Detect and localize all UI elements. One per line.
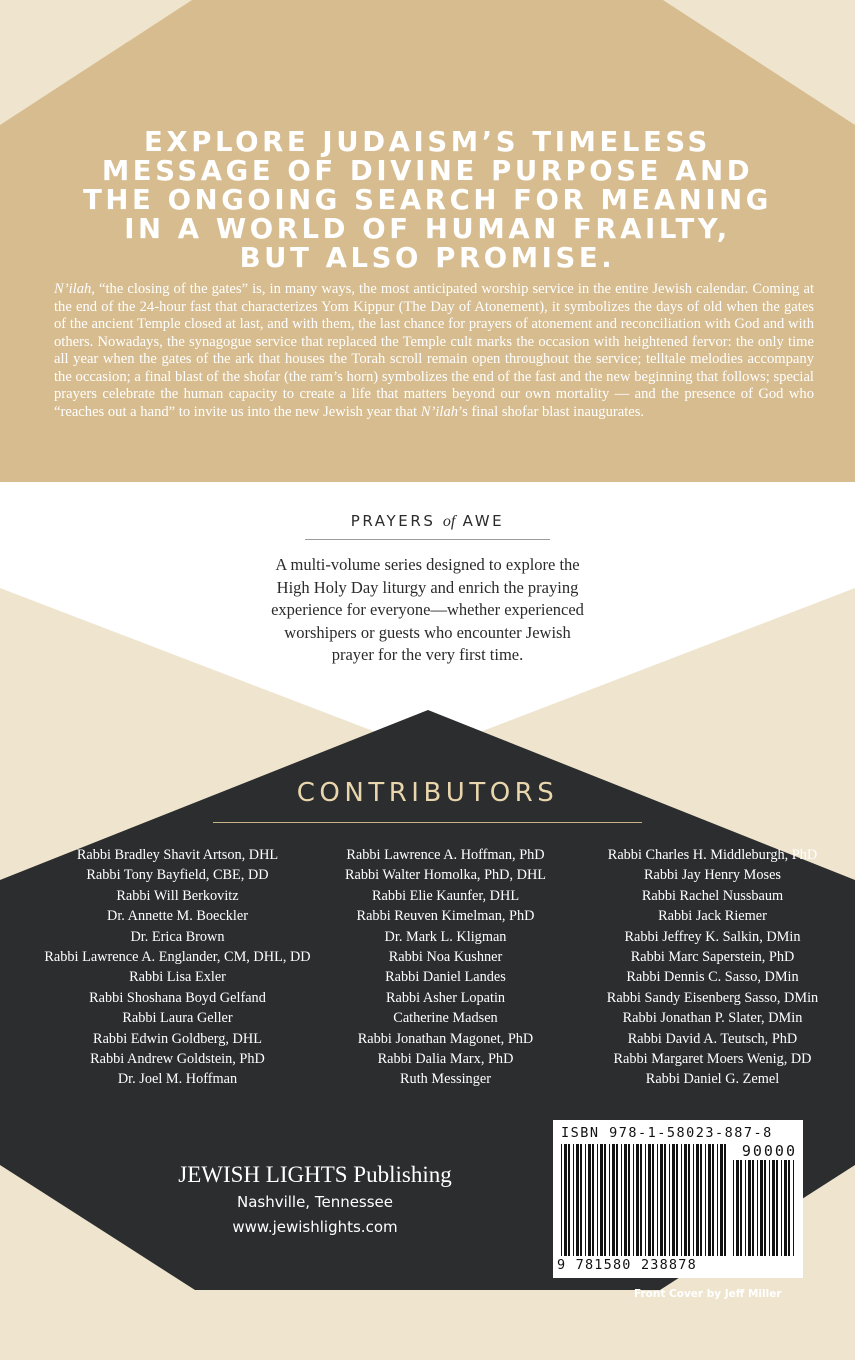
contributor-name: Rabbi Will Berkovitz xyxy=(116,887,239,904)
contributor-name: Rabbi Dennis C. Sasso, DMin xyxy=(626,969,799,986)
barcode-bar xyxy=(657,1144,658,1256)
barcode-bar xyxy=(705,1144,706,1256)
description-paragraph xyxy=(54,281,814,421)
barcode-addon-bars xyxy=(733,1160,797,1256)
barcode-bar xyxy=(600,1144,603,1256)
contributor-name: Dr. Mark L. Kligman xyxy=(384,928,507,945)
headline-line: IN A WORLD OF HUMAN FRAILTY, xyxy=(124,213,731,245)
description-text-end: ’s final shofar blast inaugurates. xyxy=(458,403,645,420)
barcode-bar xyxy=(588,1144,591,1256)
headline xyxy=(40,128,815,273)
contributor-name: Rabbi Tony Bayfield, CBE, DD xyxy=(86,867,269,884)
barcode-bar xyxy=(769,1160,770,1256)
series-title-of: of xyxy=(442,513,456,530)
barcode-bar xyxy=(636,1144,639,1256)
barcode-bar xyxy=(700,1144,702,1256)
series-description xyxy=(200,554,655,667)
contributor-name: Rabbi Noa Kushner xyxy=(388,949,503,966)
barcode-bar xyxy=(597,1144,598,1256)
contributor-name: Rabbi Daniel Landes xyxy=(385,969,506,986)
barcode-bar xyxy=(616,1144,618,1256)
barcode-bar xyxy=(576,1144,579,1256)
series-description-line: prayer for the very first time. xyxy=(331,645,524,664)
series-title xyxy=(0,512,855,531)
contributor-name: Rabbi Daniel G. Zemel xyxy=(645,1071,780,1088)
barcode-bar xyxy=(712,1144,714,1256)
barcode-bar xyxy=(580,1144,582,1256)
term-nilah: N’ilah, xyxy=(54,281,95,297)
headline-line: BUT ALSO PROMISE. xyxy=(239,242,616,274)
barcode-bar xyxy=(764,1160,766,1256)
contributor-name: Rabbi Rachel Nussbaum xyxy=(641,887,784,904)
contributors-title: CONTRIBUTORS xyxy=(296,778,559,808)
barcode-bar xyxy=(676,1144,678,1256)
contributor-name: Rabbi Jay Henry Moses xyxy=(644,867,781,884)
contributor-name: Rabbi Elie Kaunfer, DHL xyxy=(371,887,520,904)
barcode-bar xyxy=(633,1144,634,1256)
contributor-name: Rabbi Jack Riemer xyxy=(658,908,767,925)
barcode-bar xyxy=(793,1160,794,1256)
contributor-name: Dr. Annette M. Boeckler xyxy=(107,908,248,925)
barcode-bar xyxy=(612,1144,615,1256)
contributor-name: Rabbi Lisa Exler xyxy=(129,969,226,986)
publisher-block xyxy=(170,1160,460,1240)
contributor-name: Rabbi David A. Teutsch, PhD xyxy=(627,1030,798,1047)
barcode-bar xyxy=(604,1144,606,1256)
barcode-bar xyxy=(781,1160,782,1256)
barcode-bar xyxy=(681,1144,682,1256)
barcode-bar xyxy=(621,1144,622,1256)
barcode-bar xyxy=(660,1144,663,1256)
barcode-bar xyxy=(745,1160,746,1256)
barcode-bar xyxy=(776,1160,778,1256)
barcode-bar xyxy=(628,1144,630,1256)
barcode-bar xyxy=(664,1144,666,1256)
barcode-bar xyxy=(585,1144,586,1256)
contributor-name: Rabbi Jonathan P. Slater, DMin xyxy=(622,1010,803,1027)
isbn-label: ISBN 978-1-58023-887-8 xyxy=(561,1125,773,1141)
series-title-part: AWE xyxy=(455,512,505,530)
contributor-name: Rabbi Reuven Kimelman, PhD xyxy=(356,908,535,925)
contributor-name: Rabbi Laura Geller xyxy=(122,1010,233,1027)
barcode-bar xyxy=(693,1144,694,1256)
barcode-bar xyxy=(573,1144,574,1256)
series-description-line: A multi-volume series designed to explore the xyxy=(275,555,580,574)
description-text: “the closing of the gates” is, in many ways, the most anticipated worship service in the entire Jewish calendar. Coming at the end of the 24-hour fast that characterizes Yom Kippur (The Day of Atonement), it symbolizes the days of old when the gates of the ancient Temple closed at last, and with them, the last chance for prayers of atonement and reconciliation with God and with others. Nowadays, the synagogue service that replaced the Temple cult marks the occasion with heightened fervor: the only time all year when the gates of the ark that houses the Torah scroll remain open throughout the service; telltale melodies accompany the occasion; a final blast of the shofar (the ram’s horn) symbolizes the end of the fast and the new beginning that follows; special prayers celebrate the human capacity to create a life that matters beyond our own mortality — and the presence of God who “reaches out a hand” to invite us into the new Jewish year that xyxy=(54,281,814,420)
barcode-bar xyxy=(760,1160,763,1256)
barcode-bar xyxy=(568,1144,570,1256)
contributor-name: Rabbi Walter Homolka, PhD, DHL xyxy=(344,867,547,884)
contributor-name: Rabbi Dalia Marx, PhD xyxy=(377,1051,514,1068)
barcode-bar xyxy=(736,1160,739,1256)
barcode-bar xyxy=(648,1144,651,1256)
contributor-name: Rabbi Shoshana Boyd Gelfand xyxy=(89,989,266,1006)
series-divider xyxy=(305,539,550,540)
contributor-name: Rabbi Asher Lopatin xyxy=(385,989,506,1006)
contributors-column-3 xyxy=(575,845,850,1090)
contributor-name: Rabbi Lawrence A. Hoffman, PhD xyxy=(346,847,545,863)
barcode-bar xyxy=(733,1160,734,1256)
series-title-part: PRAYERS xyxy=(350,512,443,530)
barcode-bar xyxy=(720,1144,723,1256)
contributor-name: Rabbi Lawrence A. Englander, CM, DHL, DD xyxy=(44,949,311,966)
contributors-column-2 xyxy=(323,845,568,1090)
contributors-divider xyxy=(213,822,642,823)
contributor-name: Rabbi Bradley Shavit Artson, DHL xyxy=(76,847,279,863)
barcode-bar xyxy=(669,1144,670,1256)
barcode-bar xyxy=(724,1144,726,1256)
barcode-bar xyxy=(772,1160,775,1256)
barcode-bar xyxy=(740,1160,742,1256)
barcode-bars xyxy=(561,1144,729,1256)
isbn-barcode xyxy=(553,1120,803,1278)
price-code: 90000 xyxy=(741,1142,797,1160)
series-description-line: worshipers or guests who encounter Jewish xyxy=(284,622,571,642)
headline-line: MESSAGE OF DIVINE PURPOSE AND xyxy=(101,155,754,187)
barcode-bar xyxy=(561,1144,562,1256)
barcode-bar xyxy=(752,1160,754,1256)
barcode-bar xyxy=(640,1144,642,1256)
contributor-name: Rabbi Marc Saperstein, PhD xyxy=(630,949,795,966)
barcode-bar xyxy=(564,1144,567,1256)
barcode-bar xyxy=(757,1160,758,1256)
barcode-bar xyxy=(748,1160,751,1256)
barcode-bar xyxy=(788,1160,790,1256)
barcode-bar xyxy=(696,1144,699,1256)
contributor-name: Rabbi Sandy Eisenberg Sasso, DMin xyxy=(606,989,819,1006)
contributor-name: Rabbi Andrew Goldstein, PhD xyxy=(90,1051,265,1068)
series-description-line: High Holy Day liturgy and enrich the praying xyxy=(276,577,579,597)
series-description-line: experience for everyone—whether experienced xyxy=(271,600,584,619)
barcode-bar xyxy=(784,1160,787,1256)
term-nilah: N’ilah xyxy=(420,403,459,420)
publisher-name: JEWISH LIGHTS Publishing xyxy=(178,1162,452,1187)
barcode-bar xyxy=(672,1144,675,1256)
barcode-bar xyxy=(645,1144,646,1256)
barcode-bar xyxy=(717,1144,718,1256)
barcode-bar xyxy=(592,1144,594,1256)
contributor-name: Ruth Messinger xyxy=(400,1071,491,1088)
cover-credit: Front Cover by Jeff Miller xyxy=(634,1288,782,1300)
contributors-column-1 xyxy=(10,845,345,1090)
publisher-city: Nashville, Tennessee xyxy=(236,1193,394,1211)
barcode-bar xyxy=(624,1144,627,1256)
contributor-name: Rabbi Jonathan Magonet, PhD xyxy=(357,1030,534,1047)
contributor-name: Dr. Erica Brown xyxy=(130,928,225,945)
contributor-name: Catherine Madsen xyxy=(393,1010,498,1027)
barcode-bar xyxy=(688,1144,690,1256)
contributor-name: Rabbi Edwin Goldberg, DHL xyxy=(93,1030,262,1047)
barcode-bar xyxy=(708,1144,711,1256)
barcode-bar xyxy=(609,1144,610,1256)
headline-line: THE ONGOING SEARCH FOR MEANING xyxy=(83,184,772,216)
barcode-digits: 9 781580 238878 xyxy=(557,1257,697,1273)
contributor-name: Dr. Joel M. Hoffman xyxy=(117,1071,238,1088)
headline-line: EXPLORE JUDAISM’S TIMELESS xyxy=(144,126,711,158)
contributor-name: Rabbi Charles H. Middleburgh, PhD xyxy=(607,847,818,863)
contributor-name: Rabbi Jeffrey K. Salkin, DMin xyxy=(624,928,801,945)
contributor-name: Rabbi Margaret Moers Wenig, DD xyxy=(613,1051,812,1068)
barcode-bar xyxy=(684,1144,687,1256)
publisher-url: www.jewishlights.com xyxy=(232,1218,398,1236)
barcode-bar xyxy=(652,1144,654,1256)
